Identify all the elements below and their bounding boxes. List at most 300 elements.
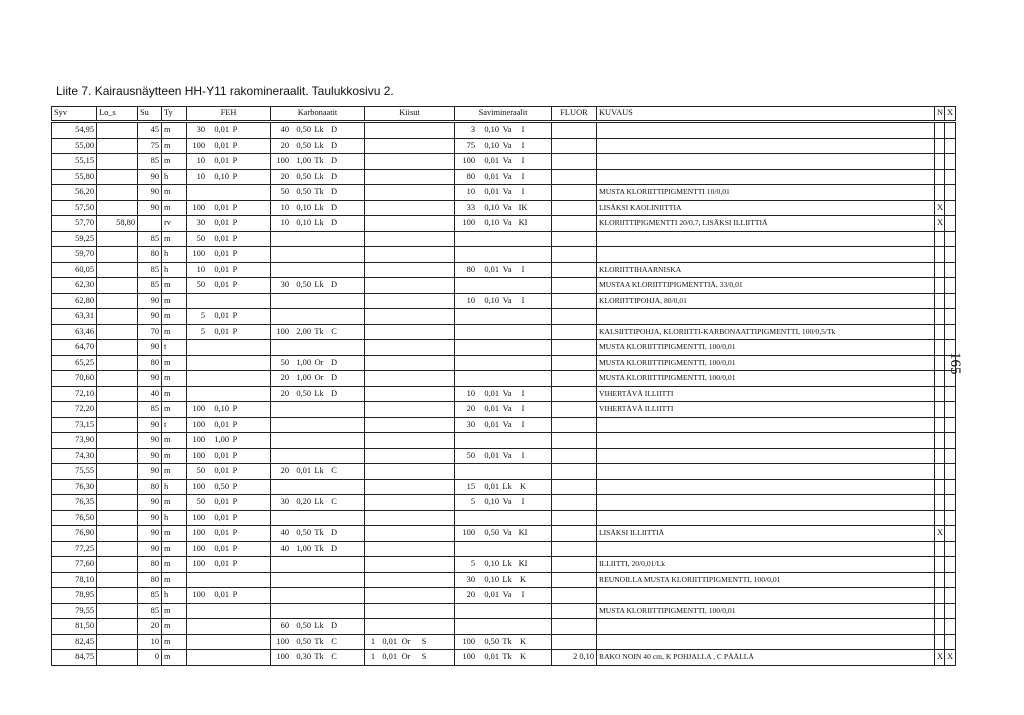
cell-savimineraalit-part: I [521,295,525,305]
table-row [52,340,956,356]
cell-kuvaus [597,464,935,480]
cell-ty: m [162,309,187,325]
cell-n [935,185,945,201]
cell-savimineraalit [455,278,552,294]
cell-syv: 59,70 [52,247,97,263]
table-row [52,247,956,263]
cell-kiisut [365,309,455,325]
cell-savimineraalit-part: I [521,388,525,398]
cell-feh-part: P [232,497,238,507]
cell-kiisut [365,340,455,356]
cell-fluor [552,293,597,309]
cell-ty: h [162,479,187,495]
cell-kuvaus: VIHERTÄVÄ ILLIITTI [597,402,935,418]
page-title: Liite 7. Kairausnäytteen HH-Y11 rakomineraalit. Taulukkosivu 2. [56,84,394,98]
cell-lo-s [97,138,138,154]
cell-savimineraalit-part: 0,01 [484,404,499,414]
cell-ty: h [162,588,187,604]
cell-karbonaatit [271,650,365,666]
cell-kiisut [365,355,455,371]
cell-su: 90 [138,433,162,449]
cell-lo-s [97,510,138,526]
cell-feh [187,309,271,325]
cell-savimineraalit [455,185,552,201]
cell-ty: m [162,541,187,557]
cell-syv: 77,60 [52,557,97,573]
table-row [52,216,956,232]
cell-feh-part: 0,10 [214,404,229,414]
cell-savimineraalit-part: Va [502,218,512,228]
cell-feh [187,138,271,154]
cell-karbonaatit-part: 100 [276,636,289,646]
table-row [52,154,956,170]
table-header-row [52,107,956,122]
cell-feh-part: P [232,202,238,212]
cell-kuvaus [597,417,935,433]
cell-savimineraalit-part: 0,01 [484,171,499,181]
cell-karbonaatit-part: 60 [280,621,289,631]
cell-savimineraalit-part: 0,01 [484,652,499,662]
cell-karbonaatit-part: 40 [280,543,289,553]
cell-x [945,510,956,526]
cell-n [935,479,945,495]
cell-karbonaatit-part: D [330,388,338,398]
cell-savimineraalit-part: 0,10 [484,559,499,569]
cell-karbonaatit [271,495,365,511]
cell-karbonaatit-part: D [330,357,338,367]
cell-kuvaus: REUNOILLA MUSTA KLORIITTIPIGMENTTI, 100/0,01 [597,572,935,588]
cell-savimineraalit [455,495,552,511]
table-row [52,464,956,480]
cell-savimineraalit-part: I [521,187,525,197]
cell-ty: m [162,603,187,619]
cell-ty: m [162,355,187,371]
cell-n [935,247,945,263]
table-row [52,557,956,573]
table-row [52,526,956,542]
cell-fluor [552,200,597,216]
cell-karbonaatit-part: 0,20 [296,497,311,507]
cell-karbonaatit-part: Tk [314,187,324,197]
cell-kuvaus [597,634,935,650]
cell-x [945,572,956,588]
cell-su: 90 [138,309,162,325]
cell-feh-part: 0,01 [214,218,229,228]
cell-ty: m [162,138,187,154]
cell-ty: m [162,448,187,464]
cell-syv: 56,20 [52,185,97,201]
cell-kuvaus [597,588,935,604]
cell-feh-part: 100 [192,512,205,522]
cell-n [935,138,945,154]
cell-karbonaatit-part: Lk [314,125,324,135]
cell-lo-s [97,588,138,604]
cell-fluor [552,278,597,294]
cell-karbonaatit-part: 40 [280,528,289,538]
cell-feh-part: 100 [192,450,205,460]
cell-feh-part: P [232,280,238,290]
cell-syv: 78,95 [52,588,97,604]
cell-savimineraalit [455,603,552,619]
cell-su: 75 [138,138,162,154]
cell-savimineraalit-part: Va [502,450,512,460]
cell-su: 45 [138,122,162,139]
table-row [52,200,956,216]
table-row [52,495,956,511]
table-row [52,309,956,325]
cell-n [935,154,945,170]
cell-x: X [945,650,956,666]
cell-lo-s [97,247,138,263]
cell-savimineraalit [455,448,552,464]
cell-x [945,526,956,542]
cell-feh-part: 10 [196,264,205,274]
cell-karbonaatit [271,154,365,170]
cell-kuvaus: LISÄKSI KAOLINIITTIA [597,200,935,216]
cell-kiisut [365,185,455,201]
cell-ty: m [162,619,187,635]
cell-kiisut [365,278,455,294]
cell-savimineraalit-part: Va [502,404,512,414]
cell-syv: 81,50 [52,619,97,635]
drill-core-table [51,106,956,666]
cell-feh-part: 0,01 [214,497,229,507]
cell-su: 85 [138,588,162,604]
cell-fluor [552,309,597,325]
cell-savimineraalit-part: 10 [466,187,475,197]
cell-feh [187,278,271,294]
cell-savimineraalit-part: Va [502,528,512,538]
cell-syv: 72,20 [52,402,97,418]
cell-karbonaatit-part: Lk [314,202,324,212]
cell-n [935,417,945,433]
cell-karbonaatit-part: 20 [280,140,289,150]
cell-karbonaatit-part: 1,00 [296,373,311,383]
cell-feh [187,479,271,495]
cell-lo-s [97,448,138,464]
cell-savimineraalit-part: Va [502,125,512,135]
cell-karbonaatit-part: D [330,280,338,290]
cell-syv: 75,55 [52,464,97,480]
cell-su: 90 [138,464,162,480]
cell-feh-part: 100 [192,202,205,212]
cell-feh-part: P [232,264,238,274]
cell-n [935,557,945,573]
cell-karbonaatit [271,231,365,247]
cell-su: 90 [138,510,162,526]
cell-syv: 79,55 [52,603,97,619]
cell-kiisut [365,138,455,154]
cell-feh-part: 0,01 [214,156,229,166]
cell-karbonaatit [271,340,365,356]
cell-kiisut [365,433,455,449]
cell-savimineraalit-part: KI [518,528,528,538]
cell-kiisut-part: 0,01 [382,652,397,662]
cell-su: 85 [138,154,162,170]
cell-x [945,433,956,449]
cell-feh [187,293,271,309]
cell-n: X [935,526,945,542]
cell-su: 90 [138,169,162,185]
cell-savimineraalit-part: Va [502,140,512,150]
cell-fluor [552,262,597,278]
table-row [52,169,956,185]
cell-savimineraalit-part: 100 [462,218,475,228]
cell-ty: h [162,510,187,526]
cell-su: 90 [138,371,162,387]
cell-karbonaatit-part: 20 [280,388,289,398]
cell-feh-part: 10 [196,171,205,181]
cell-feh [187,510,271,526]
cell-su: 85 [138,603,162,619]
cell-x [945,619,956,635]
cell-su: 90 [138,185,162,201]
cell-karbonaatit-part: 1,00 [296,156,311,166]
cell-su: 85 [138,402,162,418]
cell-syv: 57,70 [52,216,97,232]
cell-n [935,293,945,309]
cell-savimineraalit [455,247,552,263]
cell-kiisut [365,231,455,247]
cell-karbonaatit [271,386,365,402]
cell-savimineraalit-part: I [521,171,525,181]
cell-lo-s [97,309,138,325]
cell-x [945,278,956,294]
cell-savimineraalit-part: K [519,652,527,662]
cell-savimineraalit-part: 0,01 [484,450,499,460]
cell-syv: 74,30 [52,448,97,464]
cell-feh-part: P [232,125,238,135]
cell-feh [187,216,271,232]
cell-n [935,371,945,387]
cell-karbonaatit [271,448,365,464]
cell-lo-s [97,371,138,387]
cell-ty: m [162,386,187,402]
cell-savimineraalit-part: 0,01 [484,419,499,429]
cell-su: 80 [138,572,162,588]
cell-kuvaus: ILLIITTI, 20/0,01/Lk [597,557,935,573]
cell-karbonaatit-part: 0,30 [296,652,311,662]
cell-savimineraalit-part: Tk [502,652,512,662]
cell-lo-s [97,634,138,650]
cell-syv: 76,35 [52,495,97,511]
table-row [52,386,956,402]
cell-karbonaatit-part: 0,50 [296,636,311,646]
cell-kuvaus: MUSTAA KLORIITTIPIGMENTTIÄ, 33/0,01 [597,278,935,294]
table-row [52,588,956,604]
cell-n [935,122,945,139]
cell-savimineraalit-part: 0,01 [484,264,499,274]
cell-karbonaatit-part: 0,50 [296,388,311,398]
cell-kuvaus: KALSIITTIPOHJA, KLORIITTI-KARBONAATTIPIGMENTTI, 100/0,5/Tk [597,324,935,340]
cell-feh-part: P [232,233,238,243]
cell-karbonaatit-part: 50 [280,357,289,367]
cell-kuvaus [597,138,935,154]
cell-fluor [552,154,597,170]
cell-savimineraalit [455,417,552,433]
cell-ty: m [162,278,187,294]
cell-x [945,138,956,154]
cell-karbonaatit-part: Tk [314,156,324,166]
cell-n [935,262,945,278]
cell-savimineraalit-part: I [521,156,525,166]
table-row [52,278,956,294]
cell-su: 90 [138,526,162,542]
cell-n [935,402,945,418]
cell-kiisut [365,402,455,418]
cell-kuvaus [597,309,935,325]
cell-x [945,169,956,185]
cell-savimineraalit [455,262,552,278]
cell-feh-part: 1,00 [214,435,229,445]
cell-su: 80 [138,247,162,263]
cell-savimineraalit-part: 15 [466,481,475,491]
header-feh: FEH [187,107,271,122]
cell-n [935,588,945,604]
cell-feh-part: 30 [196,218,205,228]
cell-savimineraalit [455,122,552,139]
cell-lo-s [97,417,138,433]
cell-su: 80 [138,355,162,371]
cell-ty: m [162,433,187,449]
cell-x [945,324,956,340]
cell-karbonaatit-part: 30 [280,497,289,507]
cell-savimineraalit [455,510,552,526]
cell-kiisut-part: S [421,636,427,646]
cell-savimineraalit-part: I [521,125,525,135]
cell-feh [187,231,271,247]
cell-karbonaatit [271,185,365,201]
cell-lo-s [97,557,138,573]
cell-fluor [552,371,597,387]
cell-karbonaatit-part: Tk [314,543,324,553]
cell-kiisut [365,464,455,480]
cell-feh-part: 50 [196,280,205,290]
cell-su: 20 [138,619,162,635]
table-row [52,185,956,201]
cell-savimineraalit [455,464,552,480]
cell-feh-part: 0,50 [214,481,229,491]
cell-feh [187,603,271,619]
cell-kiisut [365,371,455,387]
cell-x [945,122,956,139]
table-row [52,634,956,650]
cell-karbonaatit [271,402,365,418]
cell-kuvaus [597,247,935,263]
cell-savimineraalit-part: 0,10 [484,125,499,135]
cell-feh-part: 0,01 [214,450,229,460]
cell-feh [187,262,271,278]
cell-syv: 57,50 [52,200,97,216]
table-row [52,572,956,588]
cell-karbonaatit-part: 10 [280,202,289,212]
cell-ty: m [162,650,187,666]
cell-savimineraalit-part: 75 [466,140,475,150]
cell-kiisut [365,247,455,263]
cell-feh-part: 0,01 [214,311,229,321]
cell-lo-s [97,200,138,216]
table-row [52,355,956,371]
cell-savimineraalit [455,169,552,185]
cell-savimineraalit-part: 0,01 [484,388,499,398]
cell-lo-s [97,293,138,309]
cell-syv: 64,70 [52,340,97,356]
cell-karbonaatit [271,278,365,294]
cell-savimineraalit [455,526,552,542]
cell-fluor [552,588,597,604]
cell-karbonaatit [271,603,365,619]
cell-karbonaatit-part: C [331,636,337,646]
cell-fluor [552,386,597,402]
cell-savimineraalit [455,541,552,557]
cell-lo-s [97,278,138,294]
table-row [52,402,956,418]
cell-karbonaatit-part: D [330,171,338,181]
cell-karbonaatit-part: 20 [280,466,289,476]
cell-lo-s [97,262,138,278]
cell-kuvaus: MUSTA KLORIITTIPIGMENTTI, 100/0,01 [597,603,935,619]
cell-syv: 76,30 [52,479,97,495]
cell-fluor [552,402,597,418]
cell-syv: 84,75 [52,650,97,666]
cell-feh [187,464,271,480]
cell-n [935,231,945,247]
cell-karbonaatit-part: D [330,187,338,197]
cell-lo-s [97,541,138,557]
cell-kuvaus: KLORIITTIPIGMENTTI 20/0,7, LISÄKSI ILLIITTIÄ [597,216,935,232]
cell-kiisut [365,262,455,278]
cell-n [935,510,945,526]
cell-kuvaus: LISÄKSI ILLIITTIÄ [597,526,935,542]
cell-kuvaus [597,619,935,635]
cell-kuvaus: RAKO NOIN 40 cm, K POHJALLA , C PÄÄLLÄ [597,650,935,666]
cell-karbonaatit-part: 0,50 [296,528,311,538]
cell-savimineraalit-part: I [521,264,525,274]
cell-karbonaatit-part: D [330,125,338,135]
table-row [52,138,956,154]
cell-fluor [552,122,597,139]
cell-feh-part: P [232,404,238,414]
cell-savimineraalit-part: 20 [466,404,475,414]
cell-feh-part: 100 [192,435,205,445]
cell-kuvaus: MUSTA KLORIITTIPIGMENTTI, 100/0,01 [597,355,935,371]
cell-kiisut [365,541,455,557]
cell-karbonaatit [271,247,365,263]
cell-lo-s [97,603,138,619]
cell-feh [187,169,271,185]
cell-ty: m [162,495,187,511]
cell-karbonaatit-part: Lk [314,497,324,507]
cell-karbonaatit-part: Lk [314,466,324,476]
cell-savimineraalit [455,231,552,247]
header-ty: Ty [162,107,187,122]
cell-savimineraalit [455,634,552,650]
cell-x [945,200,956,216]
cell-syv: 72,10 [52,386,97,402]
cell-feh-part: P [232,419,238,429]
cell-lo-s [97,572,138,588]
cell-savimineraalit-part: Va [502,187,512,197]
cell-feh-part: P [232,435,238,445]
cell-feh [187,355,271,371]
cell-feh-part: 0,01 [214,233,229,243]
cell-kuvaus [597,541,935,557]
cell-syv: 73,15 [52,417,97,433]
cell-ty: t [162,340,187,356]
cell-savimineraalit-part: 0,01 [484,481,499,491]
cell-feh-part: 0,01 [214,528,229,538]
cell-feh-part: 5 [200,326,205,336]
